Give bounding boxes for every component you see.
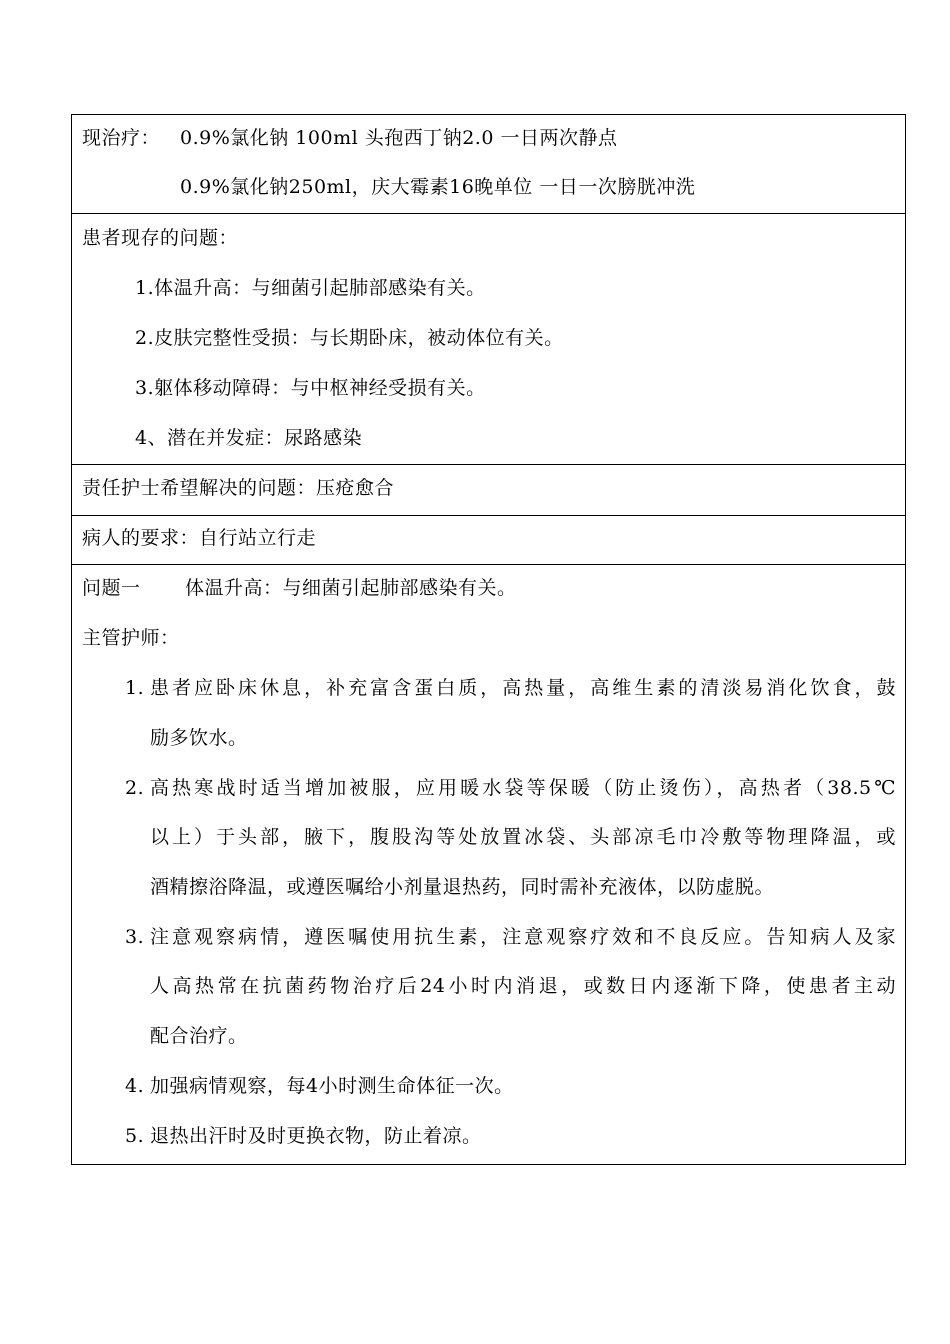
role-label: 主管护师：: [82, 627, 180, 649]
step-number: 3.: [125, 926, 145, 948]
step-number: 5.: [125, 1125, 145, 1147]
step-text: 加强病情观察，每4小时测生命体征一次。: [150, 1075, 514, 1097]
step-text: 退热出汗时及时更换衣物，防止着凉。: [150, 1125, 482, 1147]
treatment-line-1: 0.9%氯化钠 100ml 头孢西丁钠2.0 一日两次静点: [180, 127, 618, 149]
step-number: 1.: [125, 677, 145, 699]
divider: [72, 464, 905, 465]
divider: [72, 564, 905, 565]
step-text: 注意观察病情，遵医嘱使用抗生素，注意观察疗效和不良反应。告知病人及家: [150, 926, 896, 948]
step-text: 人高热常在抗菌药物治疗后24小时内消退，或数日内逐渐下降，使患者主动: [150, 975, 896, 997]
step-text: 患者应卧床休息，补充富含蛋白质，高热量，高维生素的清淡易消化饮食，鼓: [150, 677, 896, 699]
patient-request: 病人的要求：自行站立行走: [82, 527, 317, 549]
step-number: 4.: [125, 1075, 145, 1097]
nurse-goal: 责任护士希望解决的问题：压疮愈合: [82, 477, 395, 499]
problem-item: 4、潜在并发症：尿路感染: [135, 427, 363, 449]
step-text: 励多饮水。: [150, 727, 248, 749]
divider: [72, 515, 905, 516]
step-text: 以上）于头部，腋下，腹股沟等处放置冰袋、头部凉毛巾冷敷等物理降温，或: [150, 826, 896, 848]
problem-item: 2.皮肤完整性受损：与长期卧床，被动体位有关。: [135, 327, 564, 349]
problem-item: 3.躯体移动障碍：与中枢神经受损有关。: [135, 377, 486, 399]
care-plan-table: [71, 114, 906, 1165]
treatment-label: 现治疗：: [82, 127, 161, 149]
step-text: 高热寒战时适当增加被服，应用暖水袋等保暖（防止烫伤），高热者（38.5℃: [150, 777, 896, 799]
step-number: 2.: [125, 777, 145, 799]
problem-item: 1.体温升高：与细菌引起肺部感染有关。: [135, 277, 486, 299]
issue-1-prefix: 问题一: [82, 577, 141, 599]
step-text: 配合治疗。: [150, 1025, 248, 1047]
problems-heading: 患者现存的问题：: [82, 227, 239, 249]
issue-1-title: 体温升高：与细菌引起肺部感染有关。: [185, 577, 517, 599]
step-text: 酒精擦浴降温，或遵医嘱给小剂量退热药，同时需补充液体，以防虚脱。: [150, 876, 775, 898]
treatment-line-2: 0.9%氯化钠250ml，庆大霉素16晚单位 一日一次膀胱冲洗: [180, 176, 696, 198]
divider: [72, 213, 905, 214]
